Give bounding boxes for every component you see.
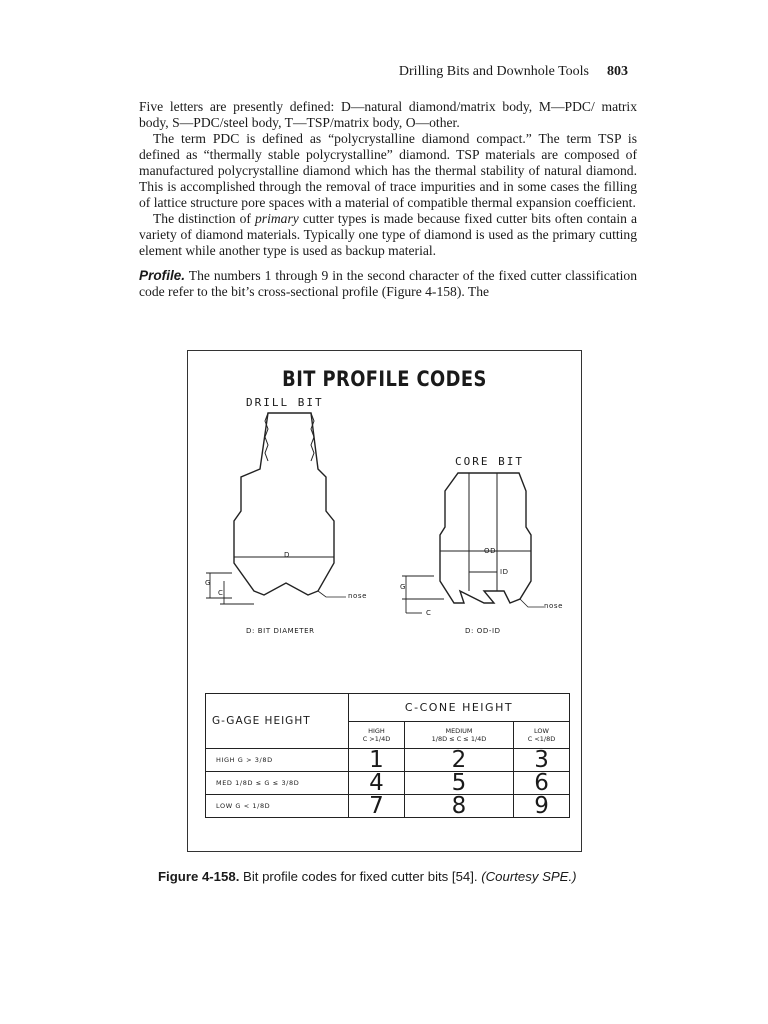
cone-height-header: C-CONE HEIGHT (349, 694, 570, 722)
bit-profile-drawing (188, 351, 581, 691)
cone-col-high-range: C >1/4D (362, 734, 391, 743)
table-row (206, 749, 570, 772)
profile-code: 1 (349, 749, 405, 772)
core-dim-g: G (400, 583, 407, 591)
core-dim-c: C (426, 609, 432, 617)
table-row (206, 772, 570, 795)
drill-bit-caption: D: BIT DIAMETER (246, 627, 315, 635)
profile-code: 5 (404, 772, 513, 795)
drill-dim-g: G (205, 579, 212, 587)
figure-box (187, 350, 582, 852)
drill-bit-outline (234, 413, 334, 595)
cone-col-medium-name: MEDIUM (445, 726, 473, 735)
core-nose-label: nose (544, 602, 564, 610)
cone-col-low-range: C <1/8D (527, 734, 556, 743)
running-header (399, 64, 628, 80)
figure-credit: (Courtesy SPE.) (481, 869, 577, 884)
drill-dim-d: D (284, 551, 290, 559)
drill-dim-c: C (218, 589, 224, 597)
gage-row-label: LOW G < 1/8D (206, 795, 349, 818)
core-dim-id: ID (500, 568, 509, 576)
paragraph-2: The term PDC is defined as “polycrystalline diamond compact.” The term TSP is defined as “thermally stable polycrystalline” diamond. TSP materials are composed of manufactured polycrystalline diamond which has the thermal stability of natural diamond. This is accomplished through the removal of trace impurities and in some cases the filling of lattice structure pore spaces with a material of compatible thermal expansion coefficient. (139, 131, 637, 210)
profile-code: 3 (514, 749, 570, 772)
cone-col-high (349, 721, 405, 749)
profile-code: 6 (514, 772, 570, 795)
figure-number: Figure 4-158. (158, 869, 240, 884)
profile-code: 8 (404, 795, 513, 818)
paragraph-4 (139, 268, 637, 300)
body-text (139, 99, 637, 300)
cone-col-medium (404, 721, 513, 749)
profile-code: 2 (404, 749, 513, 772)
page-number: 803 (607, 64, 628, 79)
profile-code: 7 (349, 795, 405, 818)
paragraph-4-text: The numbers 1 through 9 in the second character of the fixed cutter classification code refer to the bit’s cross-sectional profile (Figure 4-158). The (139, 268, 637, 299)
profile-code: 4 (349, 772, 405, 795)
gage-row-label: HIGH G > 3/8D (206, 749, 349, 772)
paragraph-3-start: The distinction of (153, 211, 255, 226)
table-row (206, 795, 570, 818)
running-title: Drilling Bits and Downhole Tools (398, 64, 589, 79)
core-dim-od: OD (484, 547, 497, 555)
cone-col-high-name: HIGH (368, 726, 385, 735)
core-bit-outline (440, 473, 531, 603)
paragraph-3-italic: primary (255, 211, 299, 226)
gage-row-label: MED 1/8D ≤ G ≤ 3/8D (206, 772, 349, 795)
paragraph-1: Five letters are presently defined: D—natural diamond/matrix body, M—PDC/ matrix body, S—PDC/steel body, T—TSP/matrix body, O—other. (139, 99, 637, 130)
drill-bit-shank-thread (265, 413, 314, 461)
gage-height-header: G-GAGE HEIGHT (206, 694, 349, 749)
core-bit-caption: D: OD-ID (465, 627, 501, 635)
profile-code: 9 (514, 795, 570, 818)
profile-codes-table (205, 693, 570, 818)
figure-caption (158, 869, 638, 884)
paragraph-3-end: cutter types is made because fixed cutter bits often contain a variety of diamond materials. Typically one type of diamond is used as the primary cutting element while another type is used as backup material. (139, 211, 637, 258)
cone-col-low-name: LOW (534, 726, 549, 735)
profile-runin-heading: Profile. (139, 268, 186, 283)
figure-title: BIT PROFILE CODES (282, 367, 487, 391)
drill-nose-label: nose (348, 592, 368, 600)
cone-col-medium-range: 1/8D ≤ C ≤ 1/4D (431, 734, 487, 743)
figure-caption-text: Bit profile codes for fixed cutter bits [54]. (239, 869, 482, 884)
core-bit-label: CORE BIT (455, 455, 524, 468)
drill-bit-label: DRILL BIT (246, 396, 324, 409)
cone-col-low (514, 721, 570, 749)
paragraph-3 (139, 211, 637, 259)
